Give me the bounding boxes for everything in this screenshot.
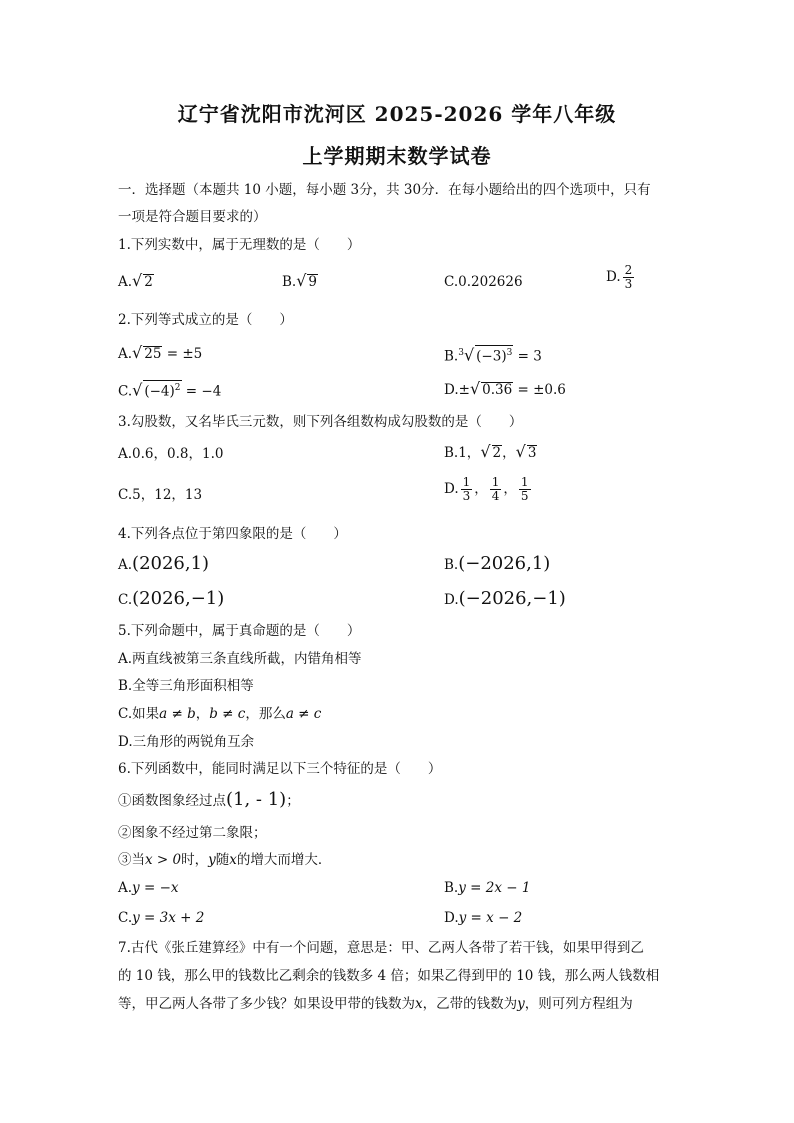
q3-option-d bbox=[444, 476, 533, 503]
q6-f3-middle-1: 时， bbox=[181, 852, 209, 868]
q2-c-rhs: = −4 bbox=[181, 383, 222, 400]
q3-d-fraction-2 bbox=[490, 476, 502, 503]
q2-b-rhs: = 3 bbox=[513, 348, 542, 365]
q7-line-1: 7.古代《张丘建算经》中有一个问题，意思是：甲、乙两人各带了若干钱，如果甲得到乙 bbox=[118, 940, 644, 956]
q1-option-a bbox=[118, 272, 154, 291]
q3-b-radicand-2: 3 bbox=[527, 445, 537, 461]
q4-option-a bbox=[118, 555, 209, 574]
q5-c-prefix: C.如果 bbox=[118, 706, 160, 722]
q6-f3-suffix: 的增大而增大． bbox=[236, 852, 332, 868]
numerator: 1 bbox=[520, 475, 529, 489]
q6-f1-prefix: ①函数图象经过点 bbox=[118, 793, 226, 809]
numerator: 1 bbox=[491, 475, 500, 489]
q4-c-label: C. bbox=[118, 592, 133, 608]
q6-f3-prefix: ③当 bbox=[118, 852, 145, 868]
q5-option-d: D.三角形的两锐角互余 bbox=[118, 734, 255, 750]
q2-c-radicand: (−4) bbox=[144, 383, 175, 400]
q5-c-middle: ，那么 bbox=[245, 706, 286, 722]
numerator: 1 bbox=[462, 475, 471, 489]
q6-f1-suffix: ； bbox=[286, 793, 300, 809]
q1-option-d bbox=[606, 264, 636, 291]
q4-a-label: A. bbox=[118, 557, 133, 573]
q4-a-point: (2026,1) bbox=[132, 553, 210, 574]
q2-b-radicand-wrap bbox=[475, 345, 513, 365]
q4-stem: 4.下列各点位于第四象限的是（ ） bbox=[118, 526, 347, 542]
q6-c-label: C. bbox=[118, 910, 133, 926]
q6-d-formula: y = x − 2 bbox=[458, 910, 523, 926]
q1-a-radicand: 2 bbox=[144, 274, 153, 290]
q6-option-b bbox=[444, 879, 530, 897]
q6-feature-2: ②图象不经过第二象限； bbox=[118, 825, 267, 841]
q7-line-2: 的 10 钱，那么甲的钱数比乙剩余的钱数多 4 倍；如果乙得到甲的 10 钱，那么两人钱数相 bbox=[118, 968, 660, 984]
q2-a-rhs: = ±5 bbox=[162, 346, 203, 362]
q6-f3-math-1: x > 0 bbox=[145, 852, 182, 868]
exam-title-line2: 上学期期末数学试卷 bbox=[302, 144, 492, 168]
sqrt-symbol: √ bbox=[463, 345, 475, 365]
q3-b-radicand-1: 2 bbox=[492, 445, 502, 461]
q6-f3-middle-2: 随 bbox=[215, 852, 230, 868]
q2-b-label: B. bbox=[444, 348, 459, 365]
denominator: 5 bbox=[520, 489, 529, 503]
q3-option-c: C.5，12，13 bbox=[118, 487, 203, 503]
q1-b-label: B. bbox=[282, 274, 297, 290]
q6-c-formula: y = 3x + 2 bbox=[132, 910, 205, 926]
q4-b-point: (−2026,1) bbox=[458, 553, 551, 574]
q3-b-separator: ， bbox=[502, 445, 516, 461]
q6-feature-3 bbox=[118, 851, 331, 869]
separator: ， bbox=[503, 481, 517, 497]
q3-option-b bbox=[444, 443, 537, 462]
q1-a-label: A. bbox=[118, 274, 133, 290]
denominator: 3 bbox=[624, 277, 633, 291]
q5-c-math-1: a ≠ b bbox=[159, 706, 196, 722]
q3-b-label: B.1， bbox=[444, 445, 481, 461]
q1-b-radicand: 9 bbox=[308, 274, 318, 290]
q2-c-exponent: 2 bbox=[174, 383, 181, 393]
q2-a-label: A. bbox=[118, 346, 133, 362]
q6-a-formula: y = −x bbox=[132, 880, 179, 896]
denominator: 4 bbox=[491, 489, 500, 503]
q6-b-label: B. bbox=[444, 880, 459, 896]
q3-stem: 3.勾股数，又名毕氏三元数，则下列各组数构成勾股数的是（ ） bbox=[118, 414, 523, 430]
q2-c-label: C. bbox=[118, 383, 133, 400]
q5-stem: 5.下列命题中，属于真命题的是（ ） bbox=[118, 623, 361, 639]
q7-l3-var-x: x bbox=[415, 996, 423, 1012]
q3-d-fraction-3 bbox=[519, 476, 531, 503]
q4-option-b bbox=[444, 555, 550, 574]
q2-option-b bbox=[444, 344, 542, 366]
q5-option-a: A.两直线被第三条直线所截，内错角相等 bbox=[118, 651, 362, 667]
q4-b-label: B. bbox=[444, 557, 459, 573]
q1-option-c: C.0.202626 bbox=[444, 274, 523, 290]
q7-l3-text-3: ，则可列方程组为 bbox=[524, 996, 633, 1012]
q1-d-label: D. bbox=[606, 269, 621, 285]
q6-option-d bbox=[444, 909, 522, 927]
q6-f1-point: (1, - 1) bbox=[226, 789, 287, 810]
q6-f3-math-3: x bbox=[229, 852, 237, 868]
q4-option-c bbox=[118, 590, 224, 609]
q7-l3-text-1: 等，甲乙两人各带了多少钱？如果设甲带的钱数为 bbox=[118, 996, 415, 1012]
q7-l3-var-y: y bbox=[517, 996, 525, 1012]
section-heading-line2: 一项是符合题目要求的） bbox=[118, 209, 267, 225]
q5-c-math-2: b ≠ c bbox=[209, 706, 246, 722]
sqrt-symbol: √ bbox=[296, 271, 307, 290]
sqrt-symbol: √ bbox=[132, 380, 143, 400]
q5-option-b: B.全等三角形面积相等 bbox=[118, 678, 254, 694]
q6-b-formula: y = 2x − 1 bbox=[458, 880, 531, 896]
numerator: 2 bbox=[624, 263, 633, 277]
q2-d-label: D.± bbox=[444, 382, 470, 398]
q6-option-a bbox=[118, 879, 179, 897]
q6-d-label: D. bbox=[444, 910, 459, 926]
q2-stem: 2.下列等式成立的是（ ） bbox=[118, 312, 293, 328]
sqrt-symbol: √ bbox=[132, 343, 143, 362]
q2-b-root-index: 3 bbox=[458, 348, 464, 358]
q4-c-point: (2026,−1) bbox=[132, 588, 225, 609]
q2-b-radicand: (−3) bbox=[476, 348, 507, 365]
q3-d-label: D. bbox=[444, 481, 459, 497]
q4-option-d bbox=[444, 590, 566, 609]
q1-option-b bbox=[282, 272, 318, 291]
q2-option-d bbox=[444, 380, 566, 399]
sqrt-symbol: √ bbox=[469, 379, 481, 398]
q1-stem: 1.下列实数中，属于无理数的是（ ） bbox=[118, 237, 361, 253]
q5-c-separator: ， bbox=[195, 706, 210, 722]
q2-d-radicand: 0.36 bbox=[482, 382, 513, 398]
q6-a-label: A. bbox=[118, 880, 133, 896]
q2-option-a bbox=[118, 344, 202, 363]
q6-f3-math-2: y bbox=[208, 852, 216, 868]
q2-option-c bbox=[118, 380, 221, 401]
q2-b-exponent: 3 bbox=[506, 348, 513, 358]
q2-d-rhs: = ±0.6 bbox=[513, 382, 566, 398]
separator: ， bbox=[474, 481, 488, 497]
sqrt-symbol: √ bbox=[480, 442, 491, 461]
q5-c-math-3: a ≠ c bbox=[285, 706, 322, 722]
q3-option-a: A.0.6，0.8，1.0 bbox=[118, 446, 224, 462]
q7-line-3 bbox=[118, 995, 633, 1013]
q4-d-point: (−2026,−1) bbox=[458, 588, 566, 609]
denominator: 3 bbox=[462, 489, 471, 503]
q7-l3-text-2: ，乙带的钱数为 bbox=[422, 996, 518, 1012]
q2-a-radicand: 25 bbox=[144, 346, 162, 362]
q6-feature-1 bbox=[118, 791, 300, 810]
sqrt-symbol: √ bbox=[515, 442, 526, 461]
q6-stem: 6.下列函数中，能同时满足以下三个特征的是（ ） bbox=[118, 761, 442, 777]
section-heading-line1: 一．选择题（本题共 10 小题，每小题 3分，共 30分．在每小题给出的四个选项中，只有 bbox=[118, 182, 651, 198]
q6-option-c bbox=[118, 909, 204, 927]
q5-option-c bbox=[118, 705, 321, 723]
q1-d-fraction bbox=[623, 264, 635, 291]
q2-c-radicand-wrap bbox=[143, 380, 181, 400]
q4-d-label: D. bbox=[444, 592, 459, 608]
q3-d-fraction-1 bbox=[461, 476, 473, 503]
sqrt-symbol: √ bbox=[132, 271, 143, 290]
exam-title-line1: 辽宁省沈阳市沈河区 2025-2026 学年八年级 bbox=[177, 102, 617, 126]
